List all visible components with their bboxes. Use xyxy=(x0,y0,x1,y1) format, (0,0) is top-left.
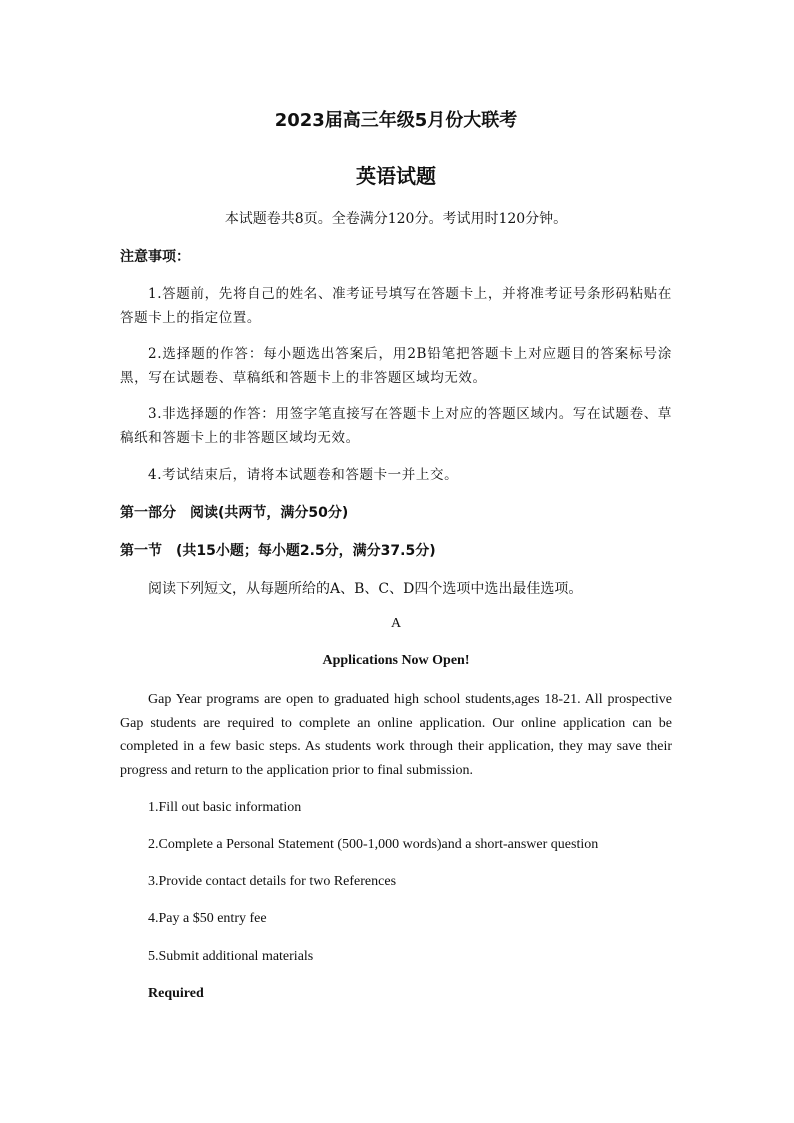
application-step: 5.Submit additional materials xyxy=(148,949,314,964)
part-heading: 第一部分 阅读(共两节，满分50分) xyxy=(120,505,349,521)
passage-letter: A xyxy=(390,616,402,631)
exam-info: 本试题卷共8页。全卷满分120分。考试用时120分钟。 xyxy=(224,211,568,227)
passage-body: Gap Year programs are open to graduated high school students,ages 18-21. All prospective Gap students are required to complete an online application. Our online application can be completed in a few basic steps. As students work through their application, they may save their progress and return to the application prior to final submission. xyxy=(120,692,672,778)
subject-title: 英语试题 xyxy=(356,164,436,188)
section-heading: 第一节 (共15小题；每小题2.5分，满分37.5分) xyxy=(120,543,436,559)
notice-item: 3.非选择题的作答：用签字笔直接写在答题卡上对应的答题区域内。写在试题卷、草稿纸和答题卡上的非答题区域均无效。 xyxy=(120,406,672,446)
notice-heading: 注意事项： xyxy=(120,249,190,265)
exam-title: 2023届高三年级5月份大联考 xyxy=(274,110,518,131)
application-step: 1.Fill out basic information xyxy=(148,800,302,815)
notice-item: 4.考试结束后，请将本试题卷和答题卡一并上交。 xyxy=(148,467,459,483)
application-step: 2.Complete a Personal Statement (500-1,000 words)and a short-answer question xyxy=(148,837,599,852)
passage-title: Applications Now Open! xyxy=(322,653,470,668)
required-label: Required xyxy=(148,986,204,1001)
application-step: 3.Provide contact details for two References xyxy=(148,874,397,889)
reading-instruction: 阅读下列短文，从每题所给的A、B、C、D四个选项中选出最佳选项。 xyxy=(148,581,583,597)
notice-item: 1.答题前，先将自己的姓名、准考证号填写在答题卡上，并将准考证号条形码粘贴在答题卡上的指定位置。 xyxy=(120,286,672,326)
application-step: 4.Pay a $50 entry fee xyxy=(148,911,267,926)
notice-item: 2.选择题的作答：每小题选出答案后，用2B铅笔把答题卡上对应题目的答案标号涂黑，写在试题卷、草稿纸和答题卡上的非答题区域均无效。 xyxy=(120,346,672,386)
